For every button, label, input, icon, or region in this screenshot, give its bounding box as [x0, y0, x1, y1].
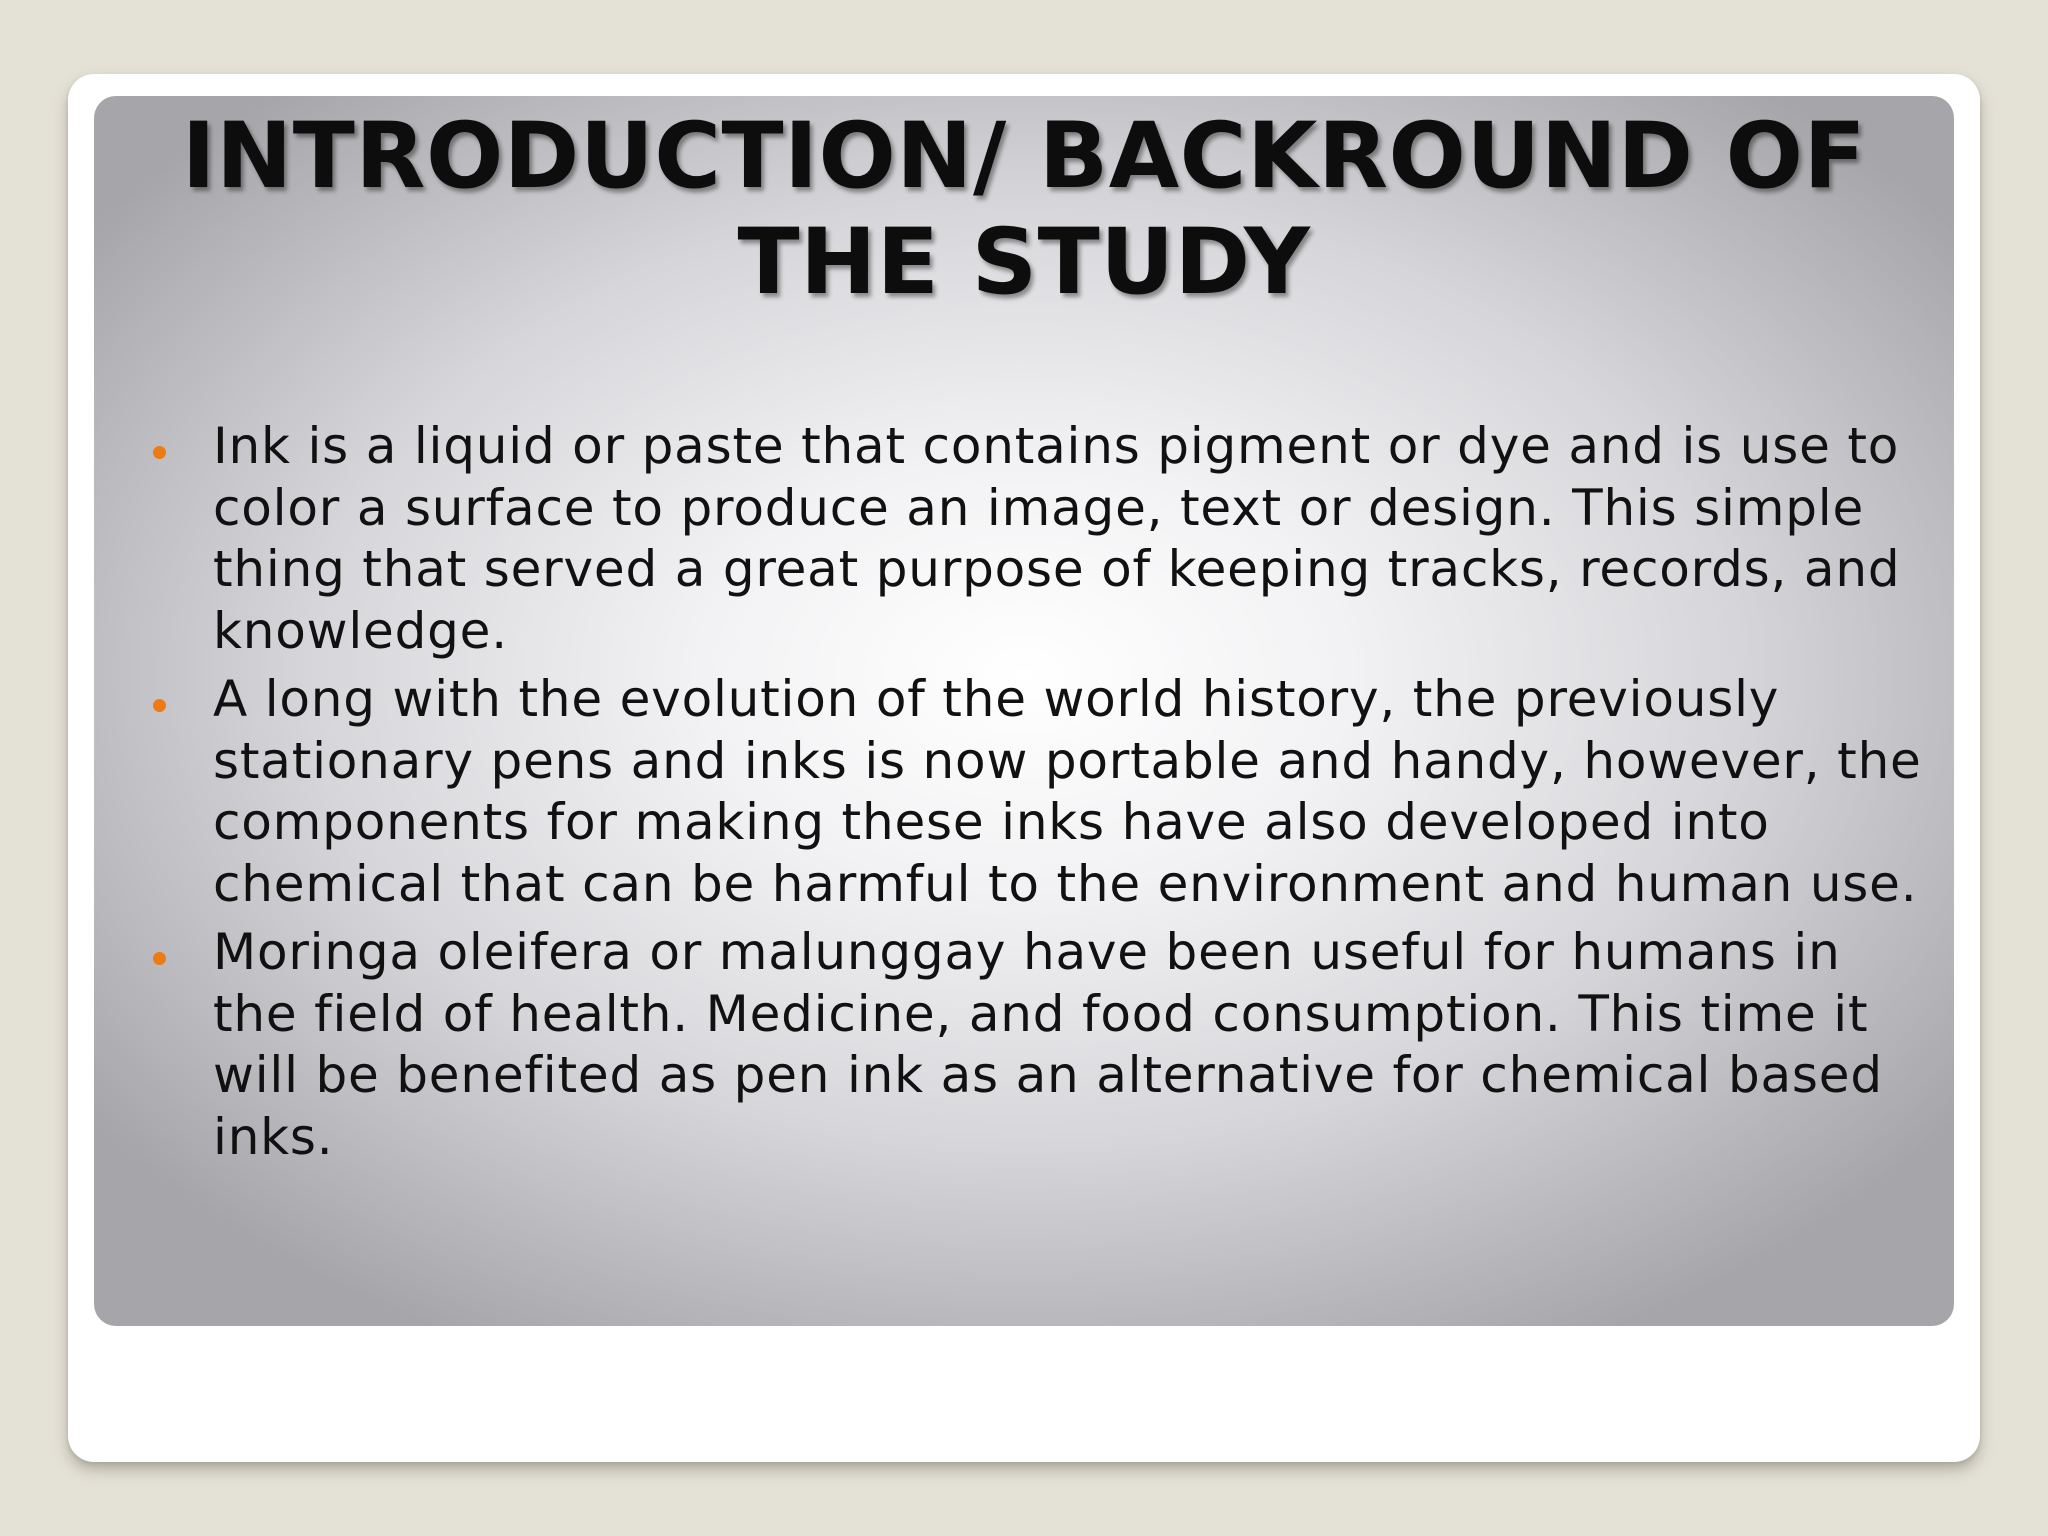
bullet-text: Ink is a liquid or paste that contains pigment or dye and is use to color a surface to produce an image, text or design. This simple thing that served a great purpose of keeping tracks, records, and knowledge.: [213, 417, 1901, 660]
bullet-item: [94, 416, 1954, 662]
bullet-list: [94, 416, 1954, 1175]
bullet-item: [94, 922, 1954, 1168]
bullet-dot-icon: [153, 699, 166, 712]
bullet-dot-icon: [153, 446, 166, 459]
bullet-text: Moringa oleifera or malunggay have been useful for humans in the field of health. Medicine, and food consumption. This time it will be benefited as pen ink as an alternative for chemical based inks.: [213, 923, 1883, 1166]
bullet-dot-icon: [153, 952, 166, 965]
slide-title: INTRODUCTION/ BACKROUND OF THE STUDY: [181, 104, 1867, 315]
bullet-item: [94, 669, 1954, 915]
bullet-text: A long with the evolution of the world history, the previously stationary pens and inks is now portable and handy, however, the components for making these inks have also developed into chemical that can be harmful to the environment and human use.: [213, 670, 1922, 913]
slide-panel: [94, 96, 1954, 1326]
